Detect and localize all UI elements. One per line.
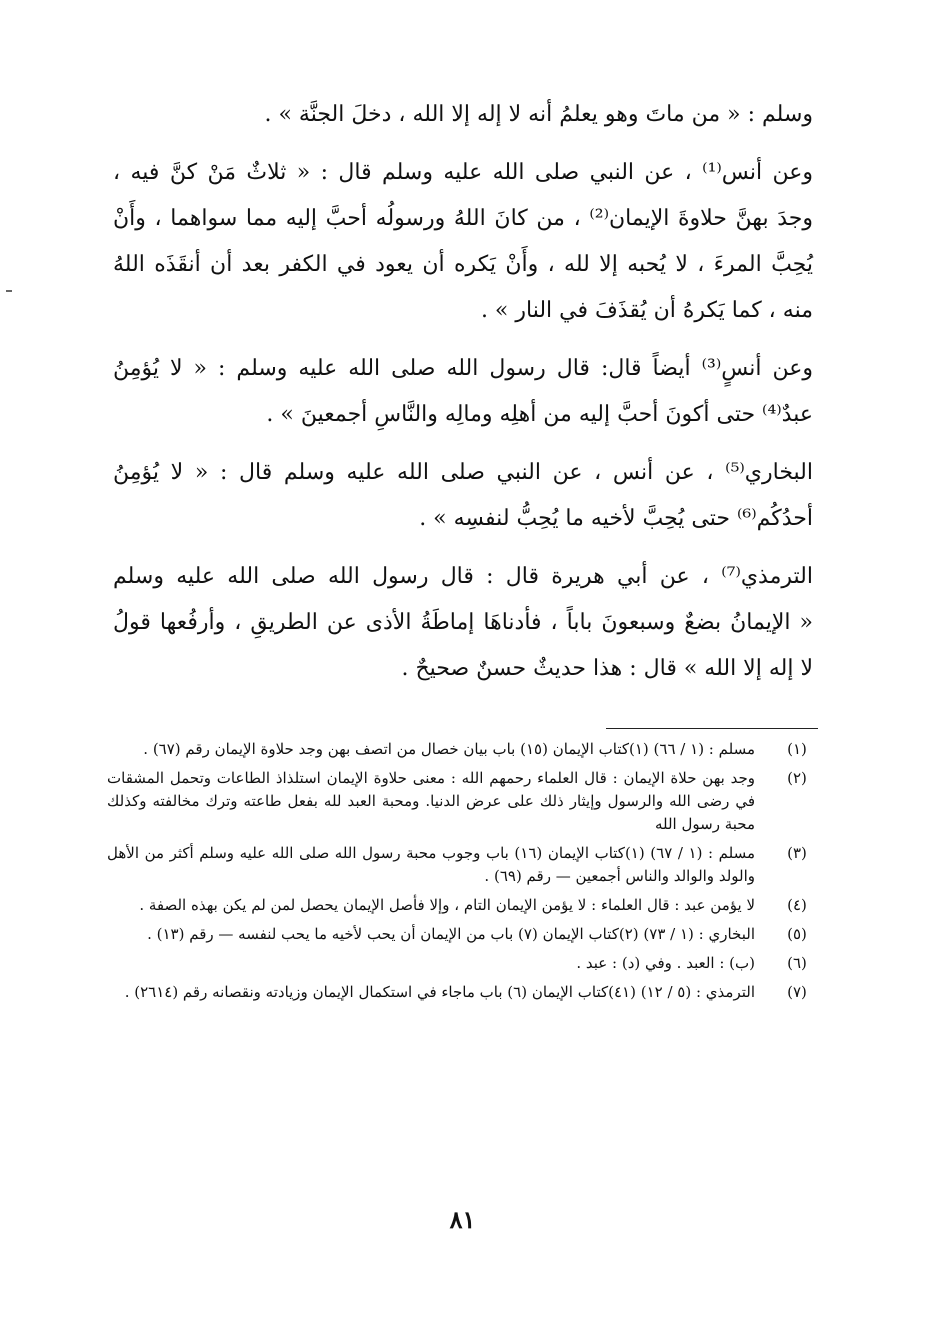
footnote-7 <box>107 981 817 1004</box>
footnote-number: (٥) <box>787 925 807 943</box>
footnotes <box>107 738 817 1010</box>
footnote-1 <box>107 738 817 761</box>
text-line: البخاري⁽⁵⁾ ، عن أنس ، عن النبي صلى الله عليه وسلم قال : « لا يُؤمِنُ <box>113 460 813 485</box>
footnote-number: (٣) <box>787 844 807 862</box>
page-number: ٨١ <box>449 1205 476 1234</box>
text-line: منه ، كما يَكرهُ أن يُقذَفَ في النار » . <box>480 298 813 323</box>
footnote-2 <box>107 767 817 836</box>
footnote-text: لا يؤمن عبد : قال العلماء : لا يؤمن الإيمان التام ، وإلا فأصل الإيمان يحصل لمن لم يكن بهذه الصفة . <box>139 896 755 914</box>
footnote-number: (٦) <box>787 954 807 972</box>
footnote-number: (٧) <box>787 983 807 1001</box>
paragraph-5 <box>113 554 813 692</box>
text-line: وعن أنس⁽¹⁾ ، عن النبي صلى الله عليه وسلم قال : « ثلاثٌ مَنْ كنَّ فيه ، <box>113 160 813 185</box>
text-line: يُحِبَّ المرءَ ، لا يُحبه إلا لله ، وأَنْ يَكره أن يعود في الكفر بعد أن أنقَذَه اللهُ <box>113 252 813 277</box>
footnote-number: (١) <box>787 740 807 758</box>
footnote-6 <box>107 952 817 975</box>
text-line: الترمذي⁽⁷⁾ ، عن أبي هريرة قال : قال رسول الله صلى الله عليه وسلم <box>113 564 813 589</box>
text-line: لا إله إلا الله » قال : هذا حديثٌ حسنٌ صحيحٌ . <box>401 656 813 681</box>
text-line: وعن أنسٍ⁽³⁾ أيضاً قال: قال رسول الله صلى الله عليه وسلم : « لا يُؤمِنُ <box>113 356 813 381</box>
text-line: وسلم : « من ماتَ وهو يعلمُ أنه لا إله إلا الله ، دخلَ الجنَّة » . <box>264 102 813 127</box>
text-line: عبدٌ⁽⁴⁾ حتى أكونَ أحبَّ إليه من أهلِه ومالِه والنَّاسِ أجمعينَ » . <box>266 402 813 427</box>
footnote-text: مسلم : (١ / ٦٦) (١)كتاب الإيمان (١٥) باب بيان خصال من اتصف بهن وجد حلاوة الإيمان رقم (٦٧) . <box>143 740 755 758</box>
paragraph-1 <box>113 92 813 138</box>
footnote-4 <box>107 894 817 917</box>
margin-mark <box>6 290 12 292</box>
footnote-text: وجد بهن حلاة الإيمان : قال العلماء رحمهم الله : معنى حلاوة الإيمان استلذاذ الطاعات وتحمل المشقات في رضى الله والرسول وإيثار ذلك على عرض الدنيا. ومحبة العبد لله بفعل طاعته وترك مخالفته وكذلك محبة رسول الله <box>107 769 755 833</box>
footnote-5 <box>107 923 817 946</box>
footnote-number: (٢) <box>787 769 807 787</box>
footnote-text: الترمذي : (٥ / ١٢) (٤١)كتاب الإيمان (٦) باب ماجاء في استكمال الإيمان وزيادته ونقصانه رقم (٢٦١٤) . <box>124 983 755 1001</box>
footnote-text: (ب) : العبد . وفي (د) : عبد . <box>576 954 755 972</box>
main-text <box>113 92 813 704</box>
footnote-divider <box>606 728 818 729</box>
paragraph-2 <box>113 150 813 334</box>
text-line: « الإيمانُ بضعٌ وسبعونَ باباً ، فأدناهَا إماطَةُ الأذى عن الطريقِ ، وأرفُعها قولُ <box>113 610 813 635</box>
paragraph-3 <box>113 346 813 438</box>
footnote-text: مسلم : (١ / ٦٧) (١)كتاب الإيمان (١٦) باب وجوب محبة رسول الله صلى الله عليه وسلم أكثر من الأهل والولد والوالد والناس أجمعين — رقم (٦٩) . <box>107 844 755 885</box>
text-line: أحدُكُم⁽⁶⁾ حتى يُحِبَّ لأخيه ما يُحِبُّ لنفسِه » . <box>419 506 813 531</box>
footnote-number: (٤) <box>787 896 807 914</box>
footnote-3 <box>107 842 817 888</box>
footnote-text: البخاري : (١ / ٧٣) (٢)كتاب الإيمان (٧) باب من الإيمان أن يحب لأخيه ما يحب لنفسه — رقم (١٣) . <box>147 925 755 943</box>
paragraph-4 <box>113 450 813 542</box>
text-line: وجدَ بهنَّ حلاوةَ الإيمان⁽²⁾ ، من كانَ اللهُ ورسولُه أحبَّ إليه مما سواهما ، وأَنْ <box>113 206 813 231</box>
